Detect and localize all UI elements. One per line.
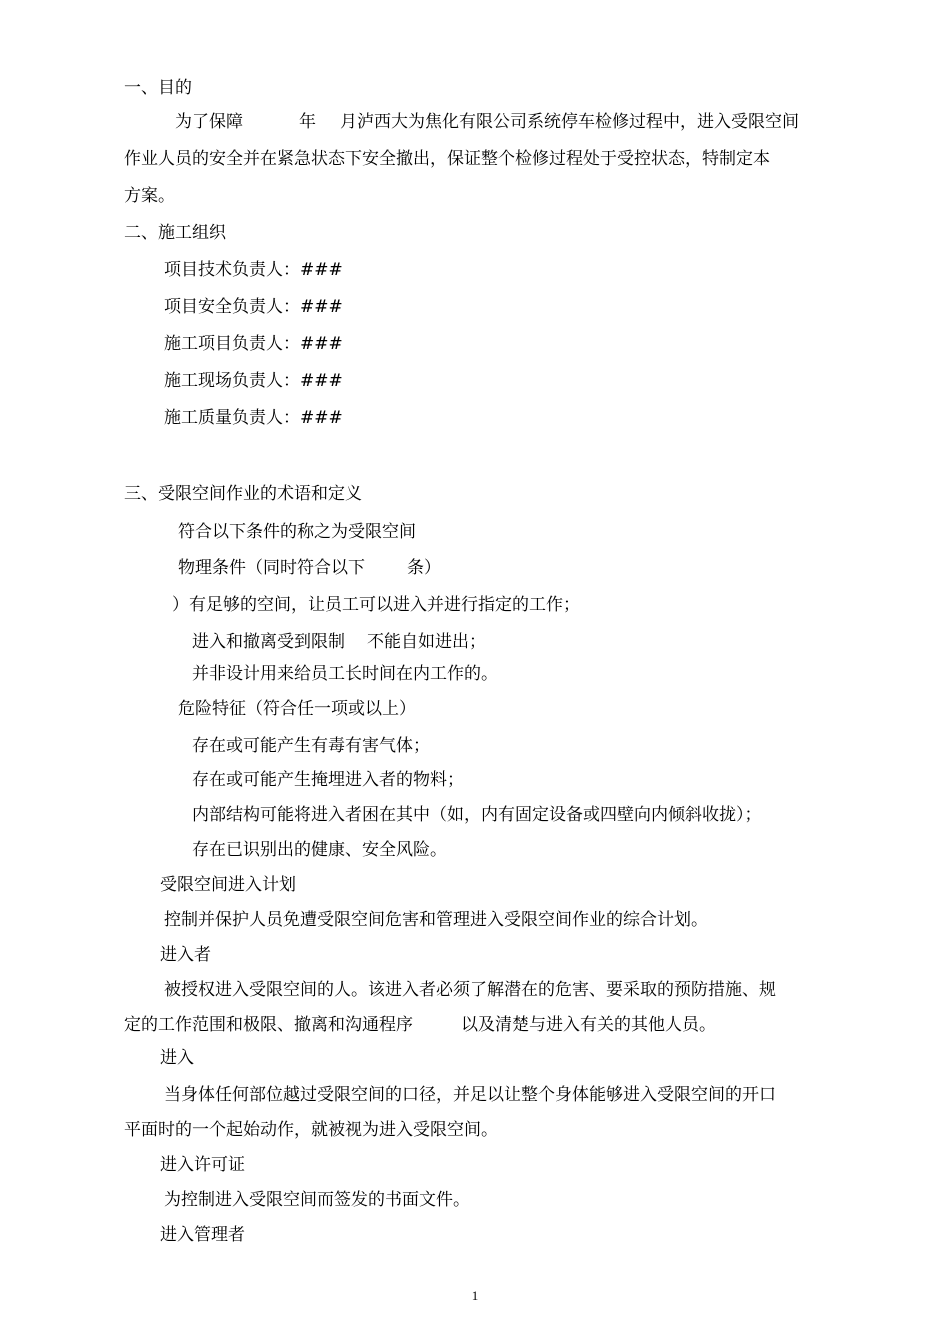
org-item: 施工项目负责人：### (164, 334, 343, 354)
definition-text: 物理条件（同时符合以下 (178, 558, 365, 578)
term-title: 进入管理者 (160, 1225, 245, 1245)
term-title: 进入者 (160, 945, 211, 965)
definition-text: 并非设计用来给员工长时间在内工作的。 (192, 664, 498, 684)
purpose-text: 方案。 (124, 186, 175, 206)
definition-text: 存在或可能产生有毒有害气体； (192, 736, 430, 756)
definition-text: 危险特征（符合任一项或以上） (178, 699, 416, 719)
purpose-text: 月泸西大为焦化有限公司系统停车检修过程中，进入受限空间 (340, 112, 799, 132)
definition-text: 符合以下条件的称之为受限空间 (178, 522, 416, 542)
term-title: 受限空间进入计划 (160, 875, 296, 895)
term-definition: 平面时的一个起始动作，就被视为进入受限空间。 (124, 1120, 498, 1140)
definition-text: 不能自如进出； (367, 632, 486, 652)
definition-text: ）有足够的空间，让员工可以进入并进行指定的工作； (172, 595, 580, 615)
purpose-text: 作业人员的安全并在紧急状态下安全撤出，保证整个检修过程处于受控状态，特制定本 (124, 149, 770, 169)
purpose-text: 年 (299, 112, 316, 132)
term-title: 进入许可证 (160, 1155, 245, 1175)
org-item: 项目技术负责人：### (164, 260, 343, 280)
definition-text: 进入和撤离受到限制 (192, 632, 345, 652)
purpose-text: 为了保障 (175, 112, 243, 132)
term-definition: 控制并保护人员免遭受限空间危害和管理进入受限空间作业的综合计划。 (164, 910, 708, 930)
term-title: 进入 (160, 1048, 194, 1068)
org-item: 施工质量负责人：### (164, 408, 343, 428)
term-definition: 被授权进入受限空间的人。该进入者必须了解潜在的危害、要采取的预防措施、规 (164, 980, 776, 1000)
org-item: 项目安全负责人：### (164, 297, 343, 317)
term-definition: 以及清楚与进入有关的其他人员。 (461, 1015, 716, 1035)
term-definition: 当身体任何部位越过受限空间的口径，并足以让整个身体能够进入受限空间的开口 (164, 1085, 776, 1105)
page-number: 1 (471, 1288, 479, 1303)
term-definition: 定的工作范围和极限、撤离和沟通程序 (124, 1015, 413, 1035)
definition-text: 条） (407, 558, 441, 578)
definition-text: 存在或可能产生掩埋进入者的物料； (192, 770, 464, 790)
section-heading-organization: 二、施工组织 (124, 223, 226, 243)
definition-text: 内部结构可能将进入者困在其中（如，内有固定设备或四壁向内倾斜收拢）； (192, 805, 762, 825)
section-heading-definitions: 三、受限空间作业的术语和定义 (124, 484, 362, 504)
term-definition: 为控制进入受限空间而签发的书面文件。 (164, 1190, 470, 1210)
definition-text: 存在已识别出的健康、安全风险。 (192, 840, 447, 860)
org-item: 施工现场负责人：### (164, 371, 343, 391)
section-heading-purpose: 一、目的 (124, 78, 192, 98)
